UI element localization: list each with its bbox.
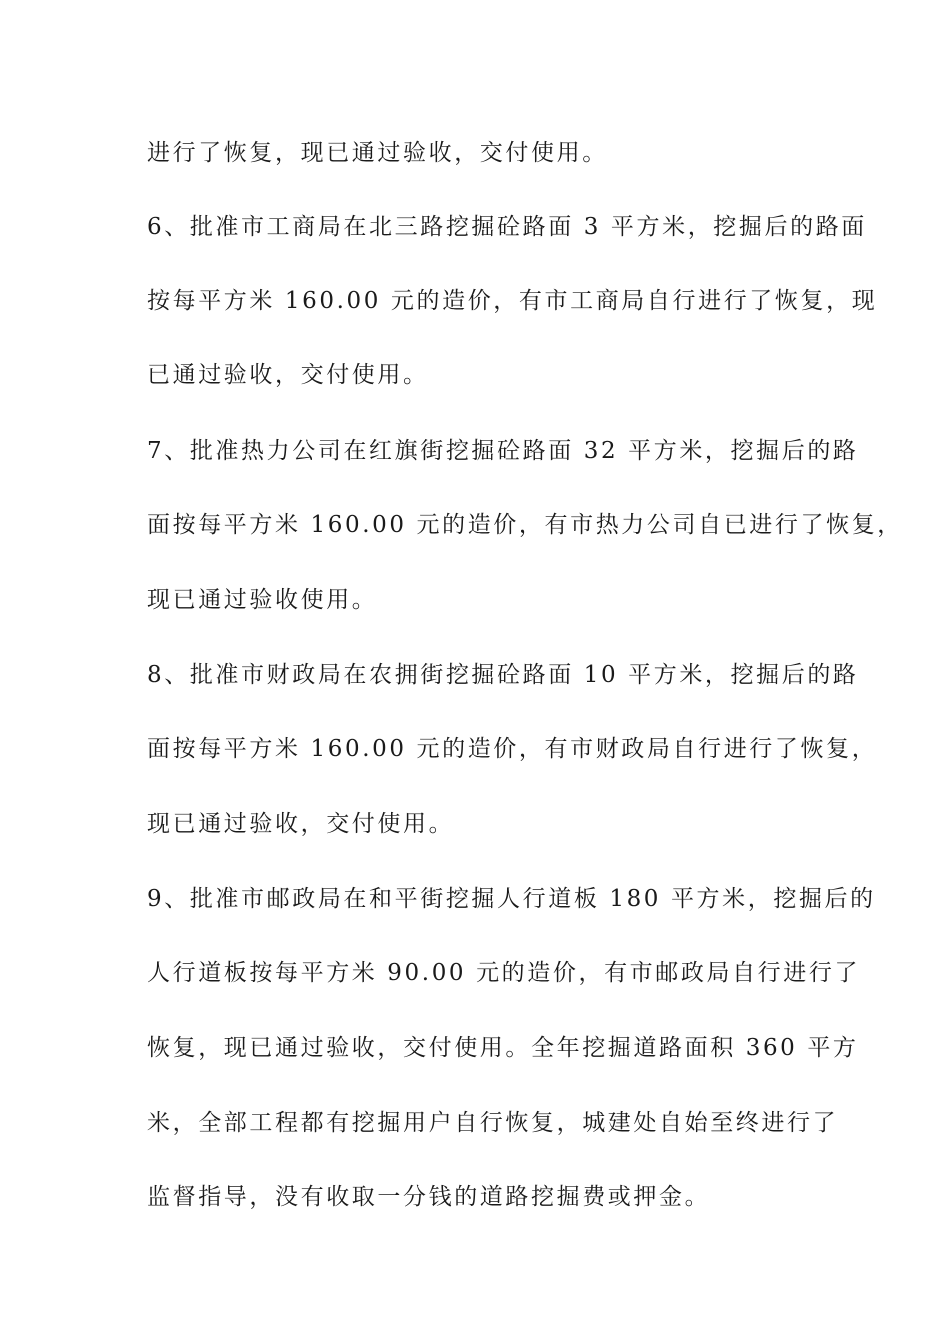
text-line: 恢复，现已通过验收，交付使用。全年挖掘道路面积 360 平方 [147,1035,859,1061]
text-line: 已通过验收，交付使用。 [147,362,429,388]
text-line: 面按每平方米 160.00 元的造价，有市财政局自行进行了恢复， [147,736,878,762]
text-line: 面按每平方米 160.00 元的造价，有市热力公司自已进行了恢复， [147,512,903,538]
text-line: 监督指导，没有收取一分钱的道路挖掘费或押金。 [147,1184,711,1210]
text-line: 8、批准市财政局在农拥街挖掘砼路面 10 平方米，挖掘后的路 [147,662,859,688]
text-line: 7、批准热力公司在红旗街挖掘砼路面 32 平方米，挖掘后的路 [147,438,859,464]
text-line: 9、批准市邮政局在和平街挖掘人行道板 180 平方米，挖掘后的 [147,886,876,912]
text-line: 人行道板按每平方米 90.00 元的造价，有市邮政局自行进行了 [147,960,861,986]
text-line: 现已通过验收使用。 [147,587,378,613]
text-line: 6、批准市工商局在北三路挖掘砼路面 3 平方米，挖掘后的路面 [147,214,867,240]
text-line: 米，全部工程都有挖掘用户自行恢复，城建处自始至终进行了 [147,1110,839,1136]
text-line: 按每平方米 160.00 元的造价，有市工商局自行进行了恢复，现 [147,288,878,314]
text-line: 进行了恢复，现已通过验收，交付使用。 [147,140,608,166]
text-line: 现已通过验收，交付使用。 [147,811,455,837]
